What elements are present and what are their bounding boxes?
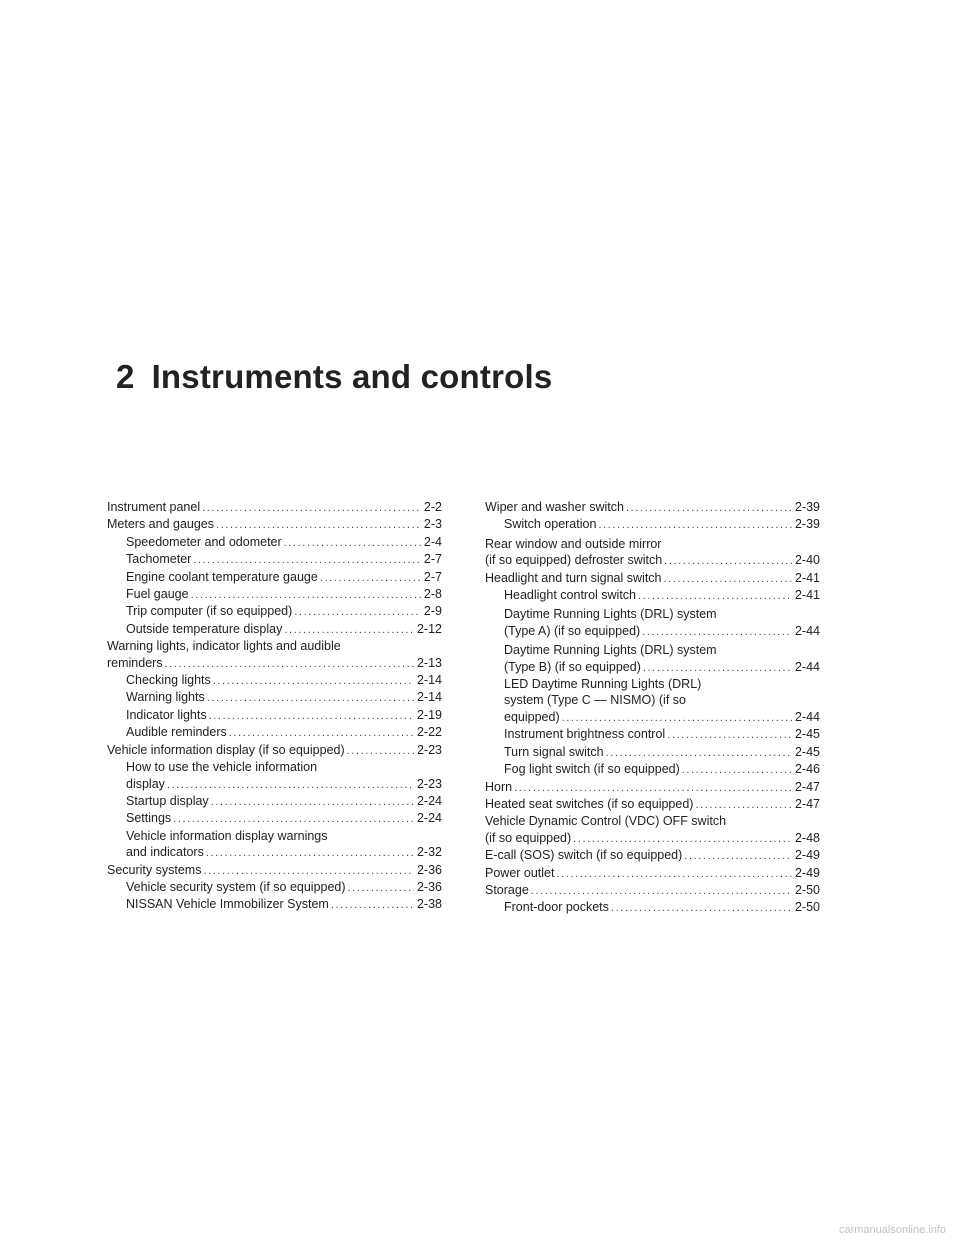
toc-entry-page: 2-50 (794, 900, 820, 915)
toc-entry[interactable] (485, 899, 820, 916)
toc-entry[interactable] (107, 742, 442, 759)
toc-entry-page: 2-39 (794, 500, 820, 514)
toc-entry[interactable] (485, 779, 820, 796)
toc-entry-row (107, 516, 442, 533)
chapter-number: 2 (116, 358, 135, 395)
toc-entry-row (504, 587, 820, 604)
toc-entry-page: 2-3 (423, 517, 442, 532)
toc-entry-page: 2-2 (423, 500, 442, 514)
toc-entry-row (485, 882, 820, 899)
toc-entry-title: Instrument brightness control (504, 727, 666, 742)
toc-entry-page: 2-23 (416, 776, 442, 791)
toc-entry-title: (Type B) (if so equipped) (504, 659, 641, 674)
toc-entry-page: 2-41 (794, 570, 820, 585)
toc-entry[interactable] (485, 796, 820, 813)
toc-entry-title: Front-door pockets (504, 900, 609, 915)
toc-entry[interactable] (485, 744, 820, 761)
dot-leader (213, 673, 414, 689)
toc-entry[interactable] (107, 516, 442, 533)
toc-entry-page: 2-14 (416, 690, 442, 705)
toc-entry[interactable] (107, 810, 442, 827)
toc-entry-row (126, 672, 442, 689)
toc-entry-row (504, 709, 820, 726)
toc-entry[interactable] (107, 793, 442, 810)
toc-entry-title: equipped) (504, 709, 560, 724)
toc-entry-page: 2-39 (794, 517, 820, 532)
toc-entry-page: 2-36 (416, 879, 442, 894)
dot-leader (626, 500, 792, 516)
dot-leader (165, 656, 414, 672)
toc-entry-row (126, 879, 442, 896)
toc-entry-page: 2-24 (416, 793, 442, 808)
toc-entry[interactable] (107, 621, 442, 638)
toc-entry-page: 2-22 (416, 725, 442, 740)
toc-entry-row (107, 499, 442, 516)
toc-entry-page: 2-32 (416, 845, 442, 860)
dot-leader (203, 863, 414, 879)
dot-leader (216, 517, 421, 533)
toc-entry-page: 2-23 (416, 742, 442, 757)
toc-entry-title-line: Daytime Running Lights (DRL) system (504, 607, 717, 622)
dot-leader (682, 762, 792, 778)
toc-entry-page: 2-14 (416, 673, 442, 688)
toc-entry-row (504, 623, 820, 640)
toc-entry-row (126, 689, 442, 706)
toc-entry[interactable] (107, 638, 442, 672)
toc-entry[interactable] (107, 828, 442, 862)
toc-column-right (485, 499, 820, 917)
toc-entry-page: 2-7 (423, 569, 442, 584)
toc-entry-row (107, 655, 442, 672)
toc-entry[interactable] (485, 761, 820, 778)
dot-leader (191, 587, 421, 603)
toc-entry-row (126, 810, 442, 827)
chapter-title (116, 358, 552, 396)
dot-leader (209, 708, 414, 724)
toc-entry-row (126, 707, 442, 724)
dot-leader (202, 500, 421, 516)
toc-entry-title-line: Vehicle Dynamic Control (VDC) OFF switch (485, 814, 727, 829)
dot-leader (556, 866, 791, 882)
toc-entry-title-line: Warning lights, indicator lights and audible (107, 639, 341, 654)
dot-leader (167, 777, 414, 793)
dot-leader (606, 745, 792, 761)
dot-leader (667, 727, 792, 743)
toc-entry-row (485, 779, 820, 796)
dot-leader (347, 743, 414, 759)
toc-entry-title: (if so equipped) (485, 830, 572, 845)
toc-entry[interactable] (485, 726, 820, 743)
toc-entry-title: Storage (485, 882, 529, 897)
dot-leader (331, 897, 414, 913)
toc-entry-page: 2-45 (794, 744, 820, 759)
dot-leader (284, 535, 421, 551)
toc-entry-page: 2-44 (794, 623, 820, 638)
watermark: carmanualsonline.info (838, 1224, 946, 1236)
toc-entry[interactable] (107, 879, 442, 896)
toc-entry-title-line: Daytime Running Lights (DRL) system (504, 643, 717, 658)
toc-entry-page: 2-8 (423, 587, 442, 602)
toc-entry-page: 2-13 (416, 655, 442, 670)
toc-entry-title: Power outlet (485, 865, 555, 880)
toc-entry-row (126, 551, 442, 568)
toc-entry-title: Security systems (107, 862, 202, 877)
toc-entry-title: Meters and gauges (107, 517, 215, 532)
toc-entry-page: 2-50 (794, 882, 820, 897)
toc-entry[interactable] (485, 676, 820, 726)
toc-entry-title: Switch operation (504, 517, 597, 532)
toc-entry-page: 2-12 (416, 621, 442, 636)
toc-entry-title: (Type A) (if so equipped) (504, 623, 641, 638)
toc-entry[interactable] (485, 499, 820, 516)
toc-entry-row (504, 899, 820, 916)
toc-entry[interactable] (485, 847, 820, 864)
toc-entry-row (126, 569, 442, 586)
dot-leader (664, 571, 792, 587)
dot-leader (320, 570, 421, 586)
toc-entry-title: Checking lights (126, 673, 211, 688)
toc-entry-page: 2-7 (423, 552, 442, 567)
dot-leader (206, 845, 414, 861)
toc-entry-page: 2-46 (794, 762, 820, 777)
toc-entry-page: 2-45 (794, 727, 820, 742)
toc-entry[interactable] (485, 536, 820, 570)
toc-entry[interactable] (107, 569, 442, 586)
chapter-title-text: Instruments and controls (151, 358, 553, 395)
toc-entry-row (126, 724, 442, 741)
toc-entry-page: 2-47 (794, 796, 820, 811)
toc-entry-row (504, 726, 820, 743)
toc-entry[interactable] (485, 570, 820, 587)
toc-entry-row (485, 830, 820, 847)
dot-leader (193, 552, 421, 568)
toc-entry-page: 2-49 (794, 848, 820, 863)
toc-entry-row (504, 516, 820, 533)
toc-entry-row (126, 603, 442, 620)
dot-leader (173, 811, 414, 827)
toc-entry[interactable] (485, 587, 820, 604)
toc-entry-row (485, 499, 820, 516)
toc-entry-row (485, 865, 820, 882)
toc-entry-title: Headlight control switch (504, 588, 637, 603)
toc-entry-title: Heated seat switches (if so equipped) (485, 796, 694, 811)
toc-entry-row (107, 742, 442, 759)
toc-entry-title-line: How to use the vehicle information (126, 760, 318, 775)
toc-entry-title: Vehicle security system (if so equipped) (126, 879, 346, 894)
toc-entry-title-line: Rear window and outside mirror (485, 536, 662, 551)
toc-entry[interactable] (107, 551, 442, 568)
toc-entry-title: (if so equipped) defroster switch (485, 553, 663, 568)
toc-entry-title: Speedometer and odometer (126, 534, 282, 549)
dot-leader (531, 883, 792, 899)
toc-entry-row (504, 744, 820, 761)
toc-entry-row (126, 534, 442, 551)
toc-entry-title: Settings (126, 811, 172, 826)
toc-entry-page: 2-24 (416, 811, 442, 826)
dot-leader (207, 690, 414, 706)
toc-entry[interactable] (107, 499, 442, 516)
toc-entry-row (126, 776, 442, 793)
toc-entry-title: Wiper and washer switch (485, 500, 624, 514)
toc-entry-row (126, 896, 442, 913)
toc-entry-row (107, 862, 442, 879)
toc-entry-title: Fuel gauge (126, 587, 189, 602)
toc-entry-page: 2-44 (794, 659, 820, 674)
toc-entry-title: Tachometer (126, 552, 192, 567)
dot-leader (294, 604, 421, 620)
toc-entry-page: 2-47 (794, 779, 820, 794)
toc-entry[interactable] (107, 724, 442, 741)
dot-leader (684, 848, 792, 864)
dot-leader (514, 780, 792, 796)
toc-entry-page: 2-36 (416, 862, 442, 877)
toc-entry[interactable] (107, 672, 442, 689)
toc-entry-title: Vehicle information display (if so equipped) (107, 742, 345, 757)
toc-entry-page: 2-49 (794, 865, 820, 880)
toc-entry-title: Turn signal switch (504, 744, 604, 759)
toc-entry-row (126, 793, 442, 810)
dot-leader (348, 880, 414, 896)
toc-entry-page: 2-48 (794, 830, 820, 845)
toc-entry-title: Headlight and turn signal switch (485, 570, 662, 585)
toc-entry-title: Startup display (126, 793, 209, 808)
toc-entry-title: Warning lights (126, 690, 205, 705)
dot-leader (229, 725, 414, 741)
toc-entry-title: Instrument panel (107, 500, 201, 514)
toc-entry[interactable] (107, 707, 442, 724)
toc-entry[interactable] (485, 813, 820, 847)
toc-entry-title: Audible reminders (126, 725, 227, 740)
toc-entry-page: 2-38 (416, 897, 442, 912)
toc-entry-title: Indicator lights (126, 707, 207, 722)
toc-entry[interactable] (107, 603, 442, 620)
toc-entry-row (126, 586, 442, 603)
toc-entry-title: Fog light switch (if so equipped) (504, 762, 680, 777)
toc-entry-row (485, 847, 820, 864)
toc-entry-title-line: Vehicle information display warnings (126, 828, 328, 843)
toc-entry-title: display (126, 776, 165, 791)
toc-entry-page: 2-41 (794, 588, 820, 603)
dot-leader (284, 622, 414, 638)
toc-entry-page: 2-4 (423, 534, 442, 549)
dot-leader (643, 660, 792, 676)
dot-leader (211, 794, 414, 810)
toc-entry[interactable] (107, 896, 442, 913)
toc-entry[interactable] (107, 862, 442, 879)
dot-leader (611, 900, 792, 916)
toc-entry-row (485, 796, 820, 813)
toc-entry[interactable] (485, 516, 820, 533)
toc-entry-page: 2-44 (794, 709, 820, 724)
toc-entry[interactable] (485, 642, 820, 676)
dot-leader (664, 553, 792, 569)
toc-entry-row (504, 761, 820, 778)
dot-leader (642, 624, 792, 640)
toc-entry-title-line: LED Daytime Running Lights (DRL) (504, 677, 702, 692)
toc-entry[interactable] (107, 689, 442, 706)
dot-leader (638, 588, 792, 604)
toc-entry-page: 2-19 (416, 707, 442, 722)
toc-entry-row (485, 552, 820, 569)
toc-entry-title: Horn (485, 779, 513, 794)
toc-entry-page: 2-40 (794, 553, 820, 568)
toc-entry-row (485, 570, 820, 587)
toc-entry-title-line: system (Type C — NISMO) (if so (504, 693, 686, 708)
toc-entry-row (126, 621, 442, 638)
toc-entry[interactable] (107, 759, 442, 793)
toc-entry-title: E-call (SOS) switch (if so equipped) (485, 848, 683, 863)
toc-entry[interactable] (485, 882, 820, 899)
dot-leader (598, 517, 792, 533)
toc-entry-title: Outside temperature display (126, 621, 283, 636)
toc-entry-title: and indicators (126, 845, 204, 860)
toc-column-left (107, 499, 442, 914)
dot-leader (573, 831, 792, 847)
toc-entry-title: Engine coolant temperature gauge (126, 569, 318, 584)
toc-entry-title: reminders (107, 655, 163, 670)
toc-entry-title: NISSAN Vehicle Immobilizer System (126, 897, 329, 912)
toc-entry-row (126, 844, 442, 861)
dot-leader (695, 797, 792, 813)
toc-entry-row (504, 659, 820, 676)
toc-entry-page: 2-9 (423, 604, 442, 619)
toc-entry[interactable] (107, 534, 442, 551)
dot-leader (562, 710, 792, 726)
toc-entry[interactable] (485, 865, 820, 882)
toc-entry[interactable] (485, 606, 820, 640)
toc-entry-title: Trip computer (if so equipped) (126, 604, 293, 619)
toc-entry[interactable] (107, 586, 442, 603)
